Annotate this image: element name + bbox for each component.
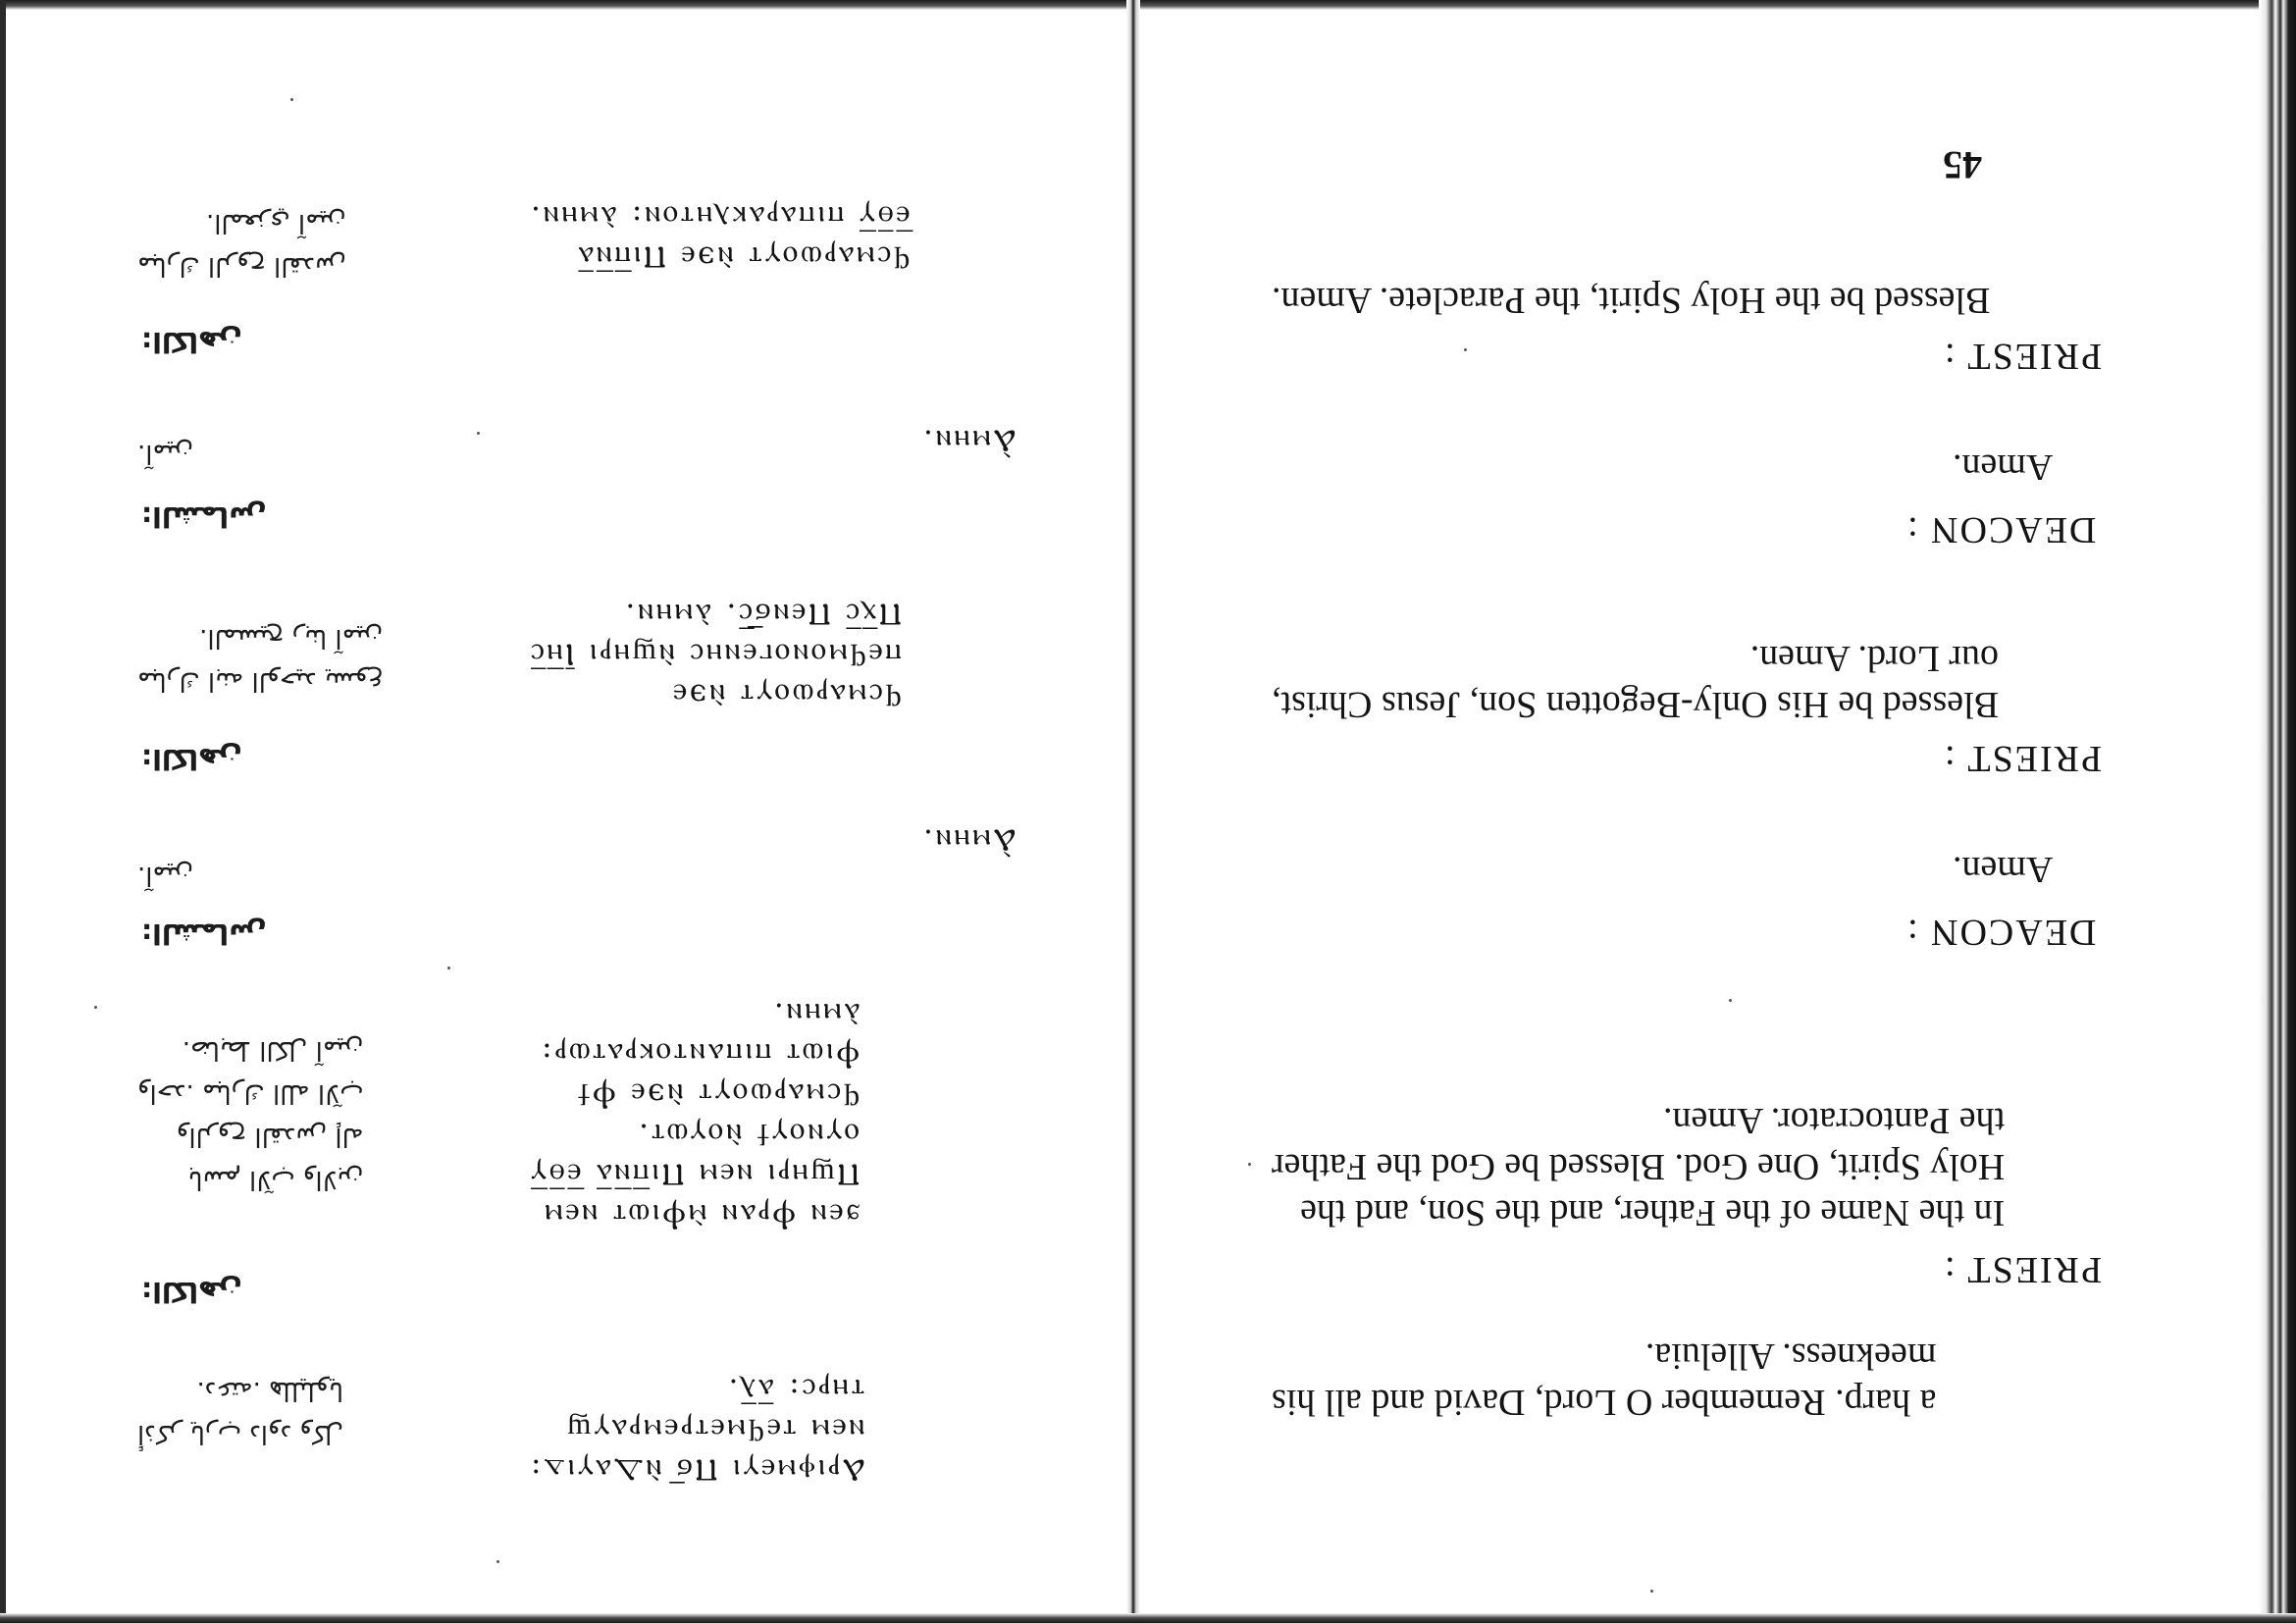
- arabic-line: باسم الآب والابن: [187, 1165, 364, 1194]
- coptic-line: ⲧⲏⲣⲥ: ⲁ̅ⲗ̅.: [725, 1372, 865, 1407]
- scan-speck: [1729, 999, 1732, 1002]
- coptic-line: ϥⲥⲙⲁⲣⲱⲟⲩⲧ ⲛ̀϶ⲉ: [670, 677, 902, 712]
- coptic-block-6: [528, 196, 910, 277]
- arabic-line: والروح القدس إله: [176, 1122, 364, 1151]
- coptic-line: Ⲁ̀ⲙⲏⲛ.: [920, 822, 1016, 858]
- english-line: Amen.: [1953, 849, 2054, 890]
- coptic-line: ⲟⲩⲛⲟⲩϯ ⲛ̀ⲟⲩⲱⲧ.: [636, 1117, 861, 1152]
- scan-bottom-edge: [0, 1613, 2296, 1623]
- arabic-block-6: [137, 201, 346, 288]
- scan-speck: [496, 1560, 499, 1563]
- right-page: [1140, 0, 2259, 1623]
- coptic-line: Ⲁ̀ⲙⲏⲛ.: [920, 423, 1016, 458]
- coptic-line: ⲉ̅ⲑ̅ⲩ̅ ⲡⲓⲡⲁⲣⲁⲕⲗⲏⲧⲟⲛ: ⲁ̀ⲙⲏⲛ.: [528, 199, 911, 235]
- scan-speck: [94, 1006, 97, 1009]
- arabic-label-priest: الكاهن:: [141, 743, 242, 775]
- coptic-line: ⲁ̀ⲙⲏⲛ.: [770, 996, 861, 1031]
- coptic-line: Ⲡϣⲏⲣⲓ ⲛⲉⲙ Ⲡⲓⲡ̅ⲛ̅ⲁ̅ ⲉ̅ⲑ̅ⲩ̅: [528, 1157, 861, 1192]
- arabic-line: دعته. هلليلويا.: [196, 1376, 344, 1405]
- arabic-line: المسيح ربنا آمين.: [199, 623, 384, 653]
- arabic-line: واحد. مبارك الله الآب: [137, 1078, 364, 1108]
- scan-speck: [447, 967, 450, 969]
- coptic-block-4: [528, 594, 902, 714]
- arabic-block-2: [137, 1028, 363, 1201]
- english-line: Amen.: [1953, 446, 2054, 488]
- coptic-block-3: [920, 819, 1016, 860]
- page-number: 45: [1943, 143, 1982, 187]
- arabic-block-4: [137, 616, 383, 703]
- english-block-1: [1272, 1333, 1936, 1425]
- coptic-block-2: [528, 993, 860, 1234]
- arabic-line: ضابط الكل آمين.: [182, 1035, 364, 1065]
- arabic-line: أذكر يارب داود وكل: [137, 1419, 344, 1448]
- arabic-line: مبارك الروح القدس: [137, 251, 346, 281]
- english-line: meekness. Alleluia.: [1644, 1335, 1937, 1377]
- deacon-label: DEACON :: [1905, 509, 2097, 550]
- scan-speck: [477, 432, 480, 435]
- arabic-block-1: [137, 1369, 343, 1455]
- deacon-label: DEACON :: [1905, 912, 2097, 953]
- arabic-label-priest: الكاهن:: [141, 1276, 242, 1308]
- english-line: Holy Spirit, One God. Blessed be God the Father: [1272, 1146, 2006, 1187]
- english-block-6: [1272, 277, 1990, 323]
- arabic-label-deacon: الشماس:: [141, 500, 267, 533]
- coptic-block-5: [920, 420, 1016, 460]
- english-line: a harp. Remember O Lord, David and all his: [1272, 1382, 1937, 1423]
- english-block-4: [1272, 635, 1999, 727]
- left-page: [6, 0, 1126, 1623]
- coptic-line: Ⲁⲣⲓⲫⲙⲉⲩⲓ Ⲡϭ̅ ⲛ̀Ⲇⲁⲩⲓⲇ:: [528, 1452, 865, 1488]
- arabic-line: المعزي آمين.: [206, 208, 346, 237]
- arabic-line: مبارك ابنه الوحيد يسوع: [137, 666, 384, 696]
- english-line: Blessed be His Only-Begotten Son, Jesus Christ,: [1272, 684, 1999, 725]
- arabic-block-3: [137, 854, 193, 897]
- priest-label: PRIEST :: [1943, 1249, 2103, 1290]
- english-block-5: [1953, 444, 2053, 490]
- scan-speck: [290, 98, 293, 101]
- arabic-block-5: [137, 432, 193, 475]
- scan-right-edge: [2259, 0, 2296, 1623]
- coptic-line: Ⲫⲓⲱⲧ ⲡⲓⲡⲁⲛⲧⲟⲕⲣⲁⲧⲱⲣ:: [539, 1036, 861, 1072]
- english-line: the Pantocrator. Amen.: [1662, 1100, 2006, 1141]
- english-line: Blessed be the Holy Spirit, the Paraclete. Amen.: [1272, 280, 1991, 321]
- scan-speck: [1650, 1590, 1653, 1593]
- priest-label: PRIEST :: [1943, 336, 2103, 377]
- english-line: our Lord. Amen.: [1749, 638, 1999, 679]
- arabic-line: آمين.: [137, 861, 194, 890]
- arabic-label-deacon: الشماس:: [141, 917, 267, 950]
- english-line: In the Name of the Father, and the Son, and the: [1300, 1192, 2006, 1233]
- scan-speck: [1464, 348, 1467, 351]
- scan-speck: [1248, 1163, 1251, 1166]
- coptic-block-1: [528, 1369, 864, 1490]
- coptic-line: ϥⲥⲙⲁⲣⲱⲟⲩⲧ ⲛ̀϶ⲉ Ⲫϯ: [575, 1076, 861, 1112]
- english-block-2: [1272, 1097, 2005, 1235]
- arabic-line: آمين.: [137, 439, 194, 468]
- page-gutter: [1126, 0, 1140, 1623]
- coptic-line: ϥⲥⲙⲁⲣⲱⲟⲩⲧ ⲛ̀϶ⲉ Ⲡⲓⲡ̅ⲛ̅ⲁ̅: [575, 239, 911, 275]
- coptic-line: ⲡⲉϥⲙⲟⲛⲟⲅⲉⲛⲏⲥ ⲛ̀ϣⲏⲣⲓ Ⲓ̅ⲏ̅ⲥ̅: [528, 637, 902, 672]
- arabic-label-priest: الكاهن:: [141, 326, 242, 358]
- coptic-line: ⲛⲉⲙ ⲧⲉϥⲙⲉⲧⲣⲉⲙⲣⲁⲩϣ: [564, 1412, 865, 1447]
- coptic-line: Ⲡⲭ̅ⲥ̅ Ⲡⲉⲛϭ̅ⲥ̅. ⲁ̀ⲙⲏⲛ.: [622, 597, 902, 632]
- english-block-3: [1953, 846, 2053, 892]
- priest-label: PRIEST :: [1943, 738, 2103, 779]
- coptic-line: ϧⲉⲛ Ⲫⲣⲁⲛ ⲙ̀Ⲫⲓⲱⲧ ⲛⲉⲙ: [542, 1197, 861, 1232]
